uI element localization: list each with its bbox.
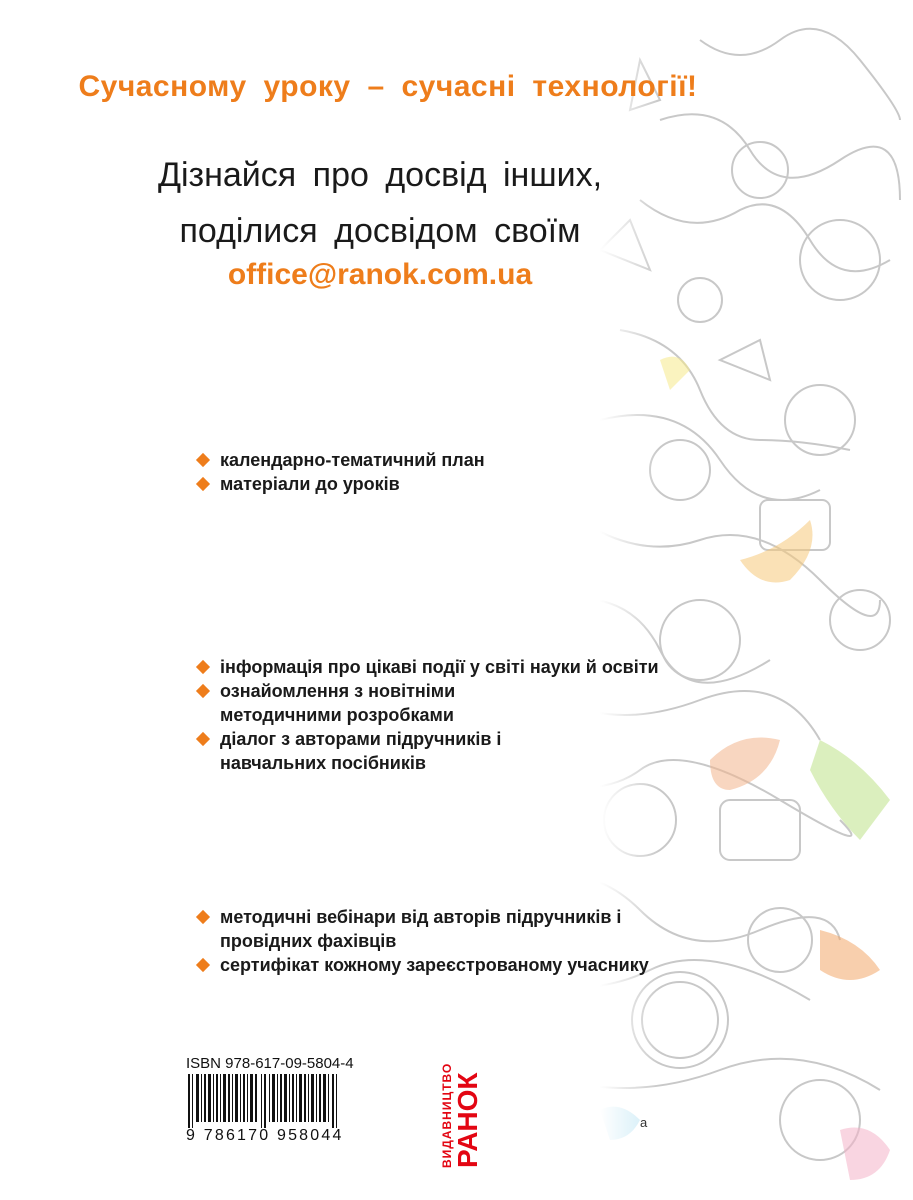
publisher-label: ВИДАВНИЦТВО: [440, 1062, 454, 1168]
publisher-name: РАНОК: [452, 1072, 483, 1168]
isbn-label: ISBN 978-617-09-5804-4: [186, 1055, 354, 1072]
diamond-bullet-icon: [196, 477, 210, 491]
list-item: календарно-тематичний план: [196, 448, 485, 472]
diamond-bullet-icon: [196, 684, 210, 698]
list-item: інформація про цікаві події у світі науки й освіти: [196, 655, 596, 679]
bullet-list-3: [196, 905, 649, 977]
list-item: діалог з авторами підручників і навчальних посібників: [196, 727, 600, 775]
headline-line-2: поділися досвідом своїм: [179, 212, 581, 250]
email-link[interactable]: office@ranok.com.ua: [227, 258, 533, 291]
headline-line-1: Дізнайся про досвід інших,: [157, 156, 603, 194]
diamond-bullet-icon: [196, 958, 210, 972]
list-item: ознайомлення з новітніми методичними розробками: [196, 679, 580, 727]
edge-text: a: [640, 1115, 648, 1130]
publisher-logo: [440, 1048, 483, 1168]
list-item: матеріали до уроків: [196, 472, 485, 496]
diamond-bullet-icon: [196, 732, 210, 746]
list-item: методичні вебінари від авторів підручників і провідних фахівців: [196, 905, 630, 953]
list-item: сертифікат кожному зареєстрованому учаснику: [196, 953, 626, 977]
barcode-digits: 9 786170 958044: [186, 1127, 344, 1144]
diamond-bullet-icon: [196, 660, 210, 674]
diamond-bullet-icon: [196, 910, 210, 924]
barcode-icon: [186, 1074, 346, 1128]
tagline: Сучасному уроку – сучасні технології!: [78, 70, 698, 103]
bullet-list-2: [196, 655, 659, 775]
diamond-bullet-icon: [196, 453, 210, 467]
bullet-list-1: [196, 448, 485, 496]
